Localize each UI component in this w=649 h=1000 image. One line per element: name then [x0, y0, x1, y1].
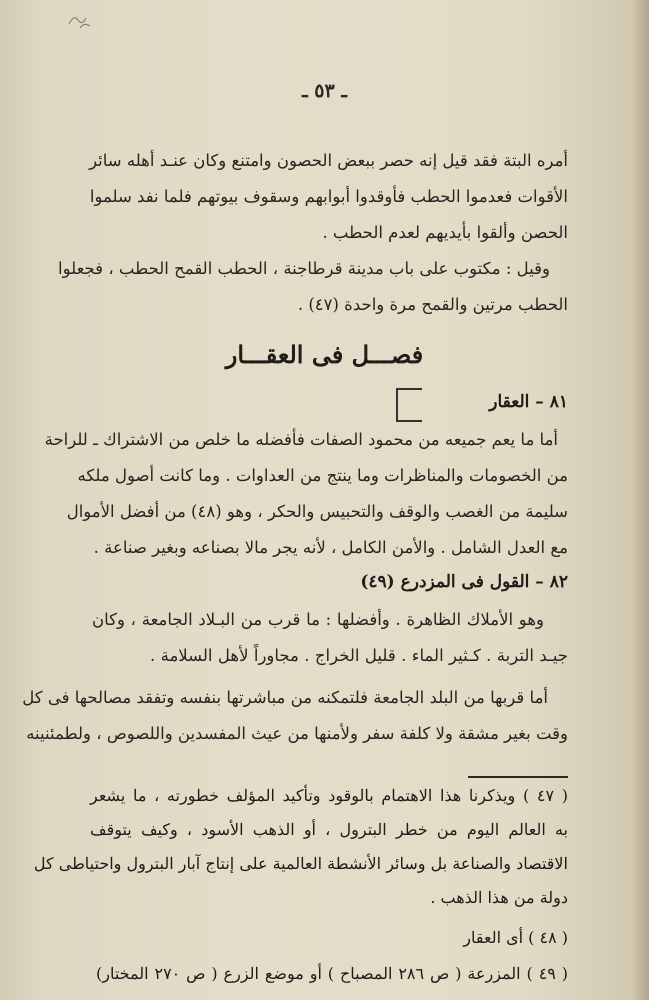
heading-81: ٨١ – العقار — [489, 392, 568, 412]
para2-line-2: الحطب مرتين والقمح مرة واحدة (٤٧) . — [297, 295, 568, 314]
para1-line-3: الحصن وألقوا بأيديهم لعدم الحطب . — [322, 223, 568, 242]
para5-line-1: أما قربها من البلد الجامعة فلتمكنه من مباشرتها بنفسه وتفقد مصالحها فى كل — [22, 688, 548, 707]
para4-line-1: وهو الأملاك الظاهرة . وأفضلها : ما قرب من البـلاد الجامعة ، وكان — [92, 610, 544, 629]
footnote-47-line-2: به العالم اليوم من خطر البترول ، أو الذهب الأسود ، وكيف يتوقف — [90, 820, 568, 839]
section-title: فصـــل فى العقـــار — [225, 340, 424, 369]
footnote-48: ( ٤٨ ) أى العقار — [463, 928, 568, 947]
footnote-47-line-1: ( ٤٧ ) ويذكرنا هذا الاهتمام بالوقود وتأكيد المؤلف خطورته ، ما يشعر — [90, 786, 569, 805]
heading-82: ٨٢ – القول فى المزدرع (٤٩) — [360, 572, 568, 592]
para3-line-1: أما ما يعم جميعه من محمود الصفات فأفضله ما خلص من الاشتراك ـ للراحة — [44, 430, 558, 449]
pencil-mark-icon — [66, 10, 94, 32]
para3-line-4: مع العدل الشامل . والأمن الكامل ، لأنه يجر مالا بصناعه وبغير صناعة . — [93, 538, 568, 557]
page-edge-shadow — [631, 0, 649, 1000]
para3-line-3: سليمة من الغصب والوقف والتحبيس والحكر ، وهو (٤٨) من أفضل الأموال — [66, 502, 568, 521]
para3-line-2: من الخصومات والمناظرات وما ينتج من العداوات . وما كانت أصول ملكه — [77, 466, 568, 485]
para4-line-2: جيـد التربة . كـثير الماء . قليل الخراج . مجاوراً لأهل السلامة . — [150, 646, 568, 665]
para1-line-1: أمره البتة فقد قيل إنه حصر ببعض الحصون وامتنع وكان عنـد أهله سائر — [89, 151, 568, 170]
page-number: ـ ٥٣ ـ — [302, 80, 347, 102]
para5-line-2: وقت بغير مشقة ولا كلفة سفر ولأمنها من عيث المفسدين واللصوص ، ولطمئنينه — [26, 724, 568, 743]
footnote-47-line-3: الاقتصاد والصناعة بل وسائر الأنشطة العالمية على إنتاج آبار البترول واحتياطى كل — [33, 854, 568, 873]
footnote-47-line-4: دولة من هذا الذهب . — [430, 888, 568, 907]
para1-line-2: الأقوات فعدموا الحطب فأوقدوا أبوابهم وسقوف بيوتهم فلما نفد سلموا — [89, 187, 568, 206]
footnote-rule — [468, 776, 568, 778]
para2-line-1: وقيل : مكتوب على باب مدينة قرطاجنة ، الحطب القمح الحطب ، فجعلوا — [58, 259, 550, 278]
footnote-49: ( ٤٩ ) المزرعة ( ص ٢٨٦ المصباح ) أو موضع الزرع ( ص ٢٧٠ المختار) — [96, 964, 569, 983]
